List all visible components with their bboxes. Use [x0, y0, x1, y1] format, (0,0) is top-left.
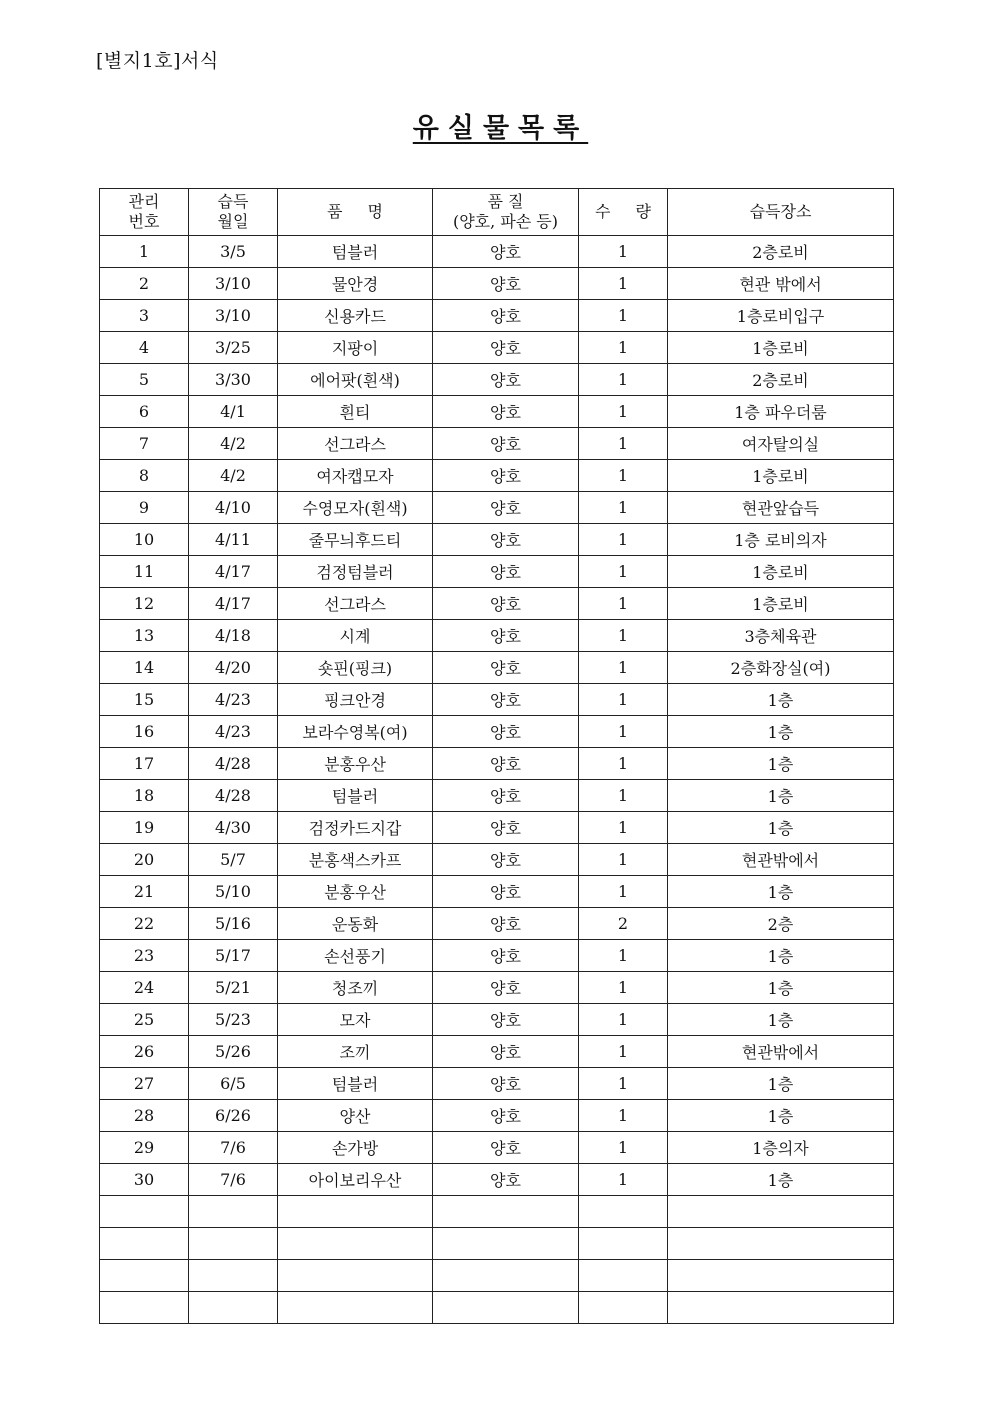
cell-condition: 양호	[433, 1068, 579, 1100]
cell-condition: 양호	[433, 684, 579, 716]
cell-condition: 양호	[433, 588, 579, 620]
table-row	[100, 364, 894, 396]
cell-condition	[433, 1260, 579, 1292]
header-qty	[579, 189, 668, 236]
cell-id: 27	[100, 1068, 189, 1100]
cell-id: 20	[100, 844, 189, 876]
cell-qty: 1	[579, 812, 668, 844]
cell-id: 30	[100, 1164, 189, 1196]
cell-id: 22	[100, 908, 189, 940]
cell-qty: 1	[579, 1004, 668, 1036]
cell-condition: 양호	[433, 236, 579, 268]
cell-qty: 1	[579, 268, 668, 300]
cell-date: 3/10	[189, 300, 278, 332]
cell-place	[668, 1196, 894, 1228]
cell-qty: 1	[579, 428, 668, 460]
cell-id: 15	[100, 684, 189, 716]
cell-condition: 양호	[433, 364, 579, 396]
cell-qty: 1	[579, 1100, 668, 1132]
table-body	[100, 236, 894, 1324]
cell-date: 4/20	[189, 652, 278, 684]
cell-id: 21	[100, 876, 189, 908]
cell-qty: 1	[579, 396, 668, 428]
cell-id: 4	[100, 332, 189, 364]
cell-place: 1층	[668, 940, 894, 972]
cell-date	[189, 1292, 278, 1324]
cell-qty: 1	[579, 524, 668, 556]
cell-date	[189, 1196, 278, 1228]
cell-qty: 1	[579, 972, 668, 1004]
cell-place: 1층로비	[668, 556, 894, 588]
table-row	[100, 428, 894, 460]
header-id-line2: 번호	[128, 212, 160, 231]
cell-date: 4/1	[189, 396, 278, 428]
cell-condition: 양호	[433, 492, 579, 524]
cell-place: 현관앞습득	[668, 492, 894, 524]
table-row	[100, 460, 894, 492]
cell-place: 3층체육관	[668, 620, 894, 652]
cell-id: 23	[100, 940, 189, 972]
cell-place: 1층로비	[668, 460, 894, 492]
table-row	[100, 300, 894, 332]
cell-place: 1층	[668, 1100, 894, 1132]
cell-name: 분홍우산	[278, 876, 433, 908]
table-row	[100, 1260, 894, 1292]
header-qty-text: 수 량	[595, 202, 661, 221]
cell-condition: 양호	[433, 876, 579, 908]
table-row	[100, 780, 894, 812]
cell-date	[189, 1260, 278, 1292]
cell-date: 4/2	[189, 460, 278, 492]
cell-id: 28	[100, 1100, 189, 1132]
cell-condition: 양호	[433, 620, 579, 652]
cell-condition: 양호	[433, 844, 579, 876]
cell-qty: 2	[579, 908, 668, 940]
table-row	[100, 1196, 894, 1228]
cell-date: 3/30	[189, 364, 278, 396]
cell-place: 1층	[668, 812, 894, 844]
cell-name	[278, 1292, 433, 1324]
header-condition-line1: 품 질	[487, 192, 524, 211]
cell-place: 1층	[668, 972, 894, 1004]
cell-condition: 양호	[433, 972, 579, 1004]
cell-qty: 1	[579, 364, 668, 396]
cell-qty: 1	[579, 844, 668, 876]
cell-qty: 1	[579, 492, 668, 524]
cell-name: 모자	[278, 1004, 433, 1036]
header-date-line1: 습득	[217, 192, 249, 211]
cell-qty: 1	[579, 460, 668, 492]
cell-place: 1층	[668, 1068, 894, 1100]
cell-date: 5/16	[189, 908, 278, 940]
cell-qty: 1	[579, 236, 668, 268]
cell-qty: 1	[579, 748, 668, 780]
table-row	[100, 588, 894, 620]
table-row	[100, 1036, 894, 1068]
cell-id	[100, 1228, 189, 1260]
cell-place: 2층화장실(여)	[668, 652, 894, 684]
header-name-text: 품 명	[327, 202, 393, 221]
cell-name: 지팡이	[278, 332, 433, 364]
header-row	[100, 189, 894, 236]
cell-id: 9	[100, 492, 189, 524]
cell-condition: 양호	[433, 940, 579, 972]
cell-date: 4/2	[189, 428, 278, 460]
cell-place: 2층	[668, 908, 894, 940]
cell-qty: 1	[579, 1132, 668, 1164]
table-row	[100, 876, 894, 908]
cell-condition: 양호	[433, 1036, 579, 1068]
cell-condition: 양호	[433, 332, 579, 364]
cell-qty: 1	[579, 1164, 668, 1196]
cell-place: 1층	[668, 876, 894, 908]
table-row	[100, 332, 894, 364]
cell-date: 4/10	[189, 492, 278, 524]
cell-id: 18	[100, 780, 189, 812]
cell-place: 1층	[668, 1164, 894, 1196]
cell-id: 16	[100, 716, 189, 748]
cell-name: 보라수영복(여)	[278, 716, 433, 748]
cell-qty: 1	[579, 556, 668, 588]
cell-place: 2층로비	[668, 236, 894, 268]
cell-qty	[579, 1292, 668, 1324]
cell-name: 손선풍기	[278, 940, 433, 972]
cell-place: 1층 파우더룸	[668, 396, 894, 428]
cell-name: 줄무늬후드티	[278, 524, 433, 556]
cell-date: 4/17	[189, 588, 278, 620]
page-title	[0, 106, 992, 145]
table-header	[100, 189, 894, 236]
cell-date: 4/18	[189, 620, 278, 652]
cell-condition: 양호	[433, 652, 579, 684]
cell-name: 검정카드지갑	[278, 812, 433, 844]
header-date	[189, 189, 278, 236]
cell-condition	[433, 1292, 579, 1324]
cell-date: 5/17	[189, 940, 278, 972]
cell-date: 5/10	[189, 876, 278, 908]
table-row	[100, 524, 894, 556]
cell-id: 10	[100, 524, 189, 556]
cell-place: 1층의자	[668, 1132, 894, 1164]
table-row	[100, 748, 894, 780]
cell-name: 흰티	[278, 396, 433, 428]
cell-name: 손가방	[278, 1132, 433, 1164]
cell-place: 1층	[668, 780, 894, 812]
cell-name: 시계	[278, 620, 433, 652]
table-row	[100, 684, 894, 716]
cell-date: 6/5	[189, 1068, 278, 1100]
cell-date: 7/6	[189, 1132, 278, 1164]
cell-date: 5/7	[189, 844, 278, 876]
cell-condition	[433, 1228, 579, 1260]
cell-condition: 양호	[433, 780, 579, 812]
cell-name: 조끼	[278, 1036, 433, 1068]
table-row	[100, 268, 894, 300]
lost-items-table	[99, 188, 894, 1324]
cell-place: 1층	[668, 748, 894, 780]
cell-name: 선그라스	[278, 428, 433, 460]
cell-id: 6	[100, 396, 189, 428]
cell-name: 검정텀블러	[278, 556, 433, 588]
cell-date: 5/23	[189, 1004, 278, 1036]
cell-condition: 양호	[433, 812, 579, 844]
cell-date: 5/26	[189, 1036, 278, 1068]
table-row	[100, 492, 894, 524]
cell-id: 3	[100, 300, 189, 332]
cell-date: 7/6	[189, 1164, 278, 1196]
cell-place: 1층	[668, 1004, 894, 1036]
cell-qty: 1	[579, 652, 668, 684]
cell-condition: 양호	[433, 1100, 579, 1132]
cell-condition: 양호	[433, 716, 579, 748]
cell-place: 2층로비	[668, 364, 894, 396]
cell-name: 여자캡모자	[278, 460, 433, 492]
cell-id: 26	[100, 1036, 189, 1068]
cell-date: 4/28	[189, 748, 278, 780]
table-row	[100, 1100, 894, 1132]
table-row	[100, 1292, 894, 1324]
cell-id: 25	[100, 1004, 189, 1036]
table-row	[100, 1132, 894, 1164]
table-row	[100, 972, 894, 1004]
cell-name: 분홍색스카프	[278, 844, 433, 876]
cell-place: 1층 로비의자	[668, 524, 894, 556]
cell-name	[278, 1228, 433, 1260]
header-name	[278, 189, 433, 236]
cell-id: 1	[100, 236, 189, 268]
cell-place: 1층로비	[668, 588, 894, 620]
table-row	[100, 1228, 894, 1260]
cell-condition: 양호	[433, 428, 579, 460]
cell-name	[278, 1196, 433, 1228]
cell-place: 1층	[668, 684, 894, 716]
cell-qty	[579, 1196, 668, 1228]
cell-id: 11	[100, 556, 189, 588]
cell-qty: 1	[579, 620, 668, 652]
cell-qty	[579, 1260, 668, 1292]
cell-name: 숏핀(핑크)	[278, 652, 433, 684]
table-row	[100, 236, 894, 268]
cell-name: 신용카드	[278, 300, 433, 332]
cell-condition: 양호	[433, 556, 579, 588]
cell-date: 3/5	[189, 236, 278, 268]
cell-qty: 1	[579, 1068, 668, 1100]
header-date-line2: 월일	[217, 212, 249, 231]
cell-date: 6/26	[189, 1100, 278, 1132]
cell-date: 4/30	[189, 812, 278, 844]
cell-qty: 1	[579, 716, 668, 748]
cell-place	[668, 1228, 894, 1260]
cell-id: 13	[100, 620, 189, 652]
header-place	[668, 189, 894, 236]
cell-date: 4/23	[189, 716, 278, 748]
cell-name: 아이보리우산	[278, 1164, 433, 1196]
cell-name	[278, 1260, 433, 1292]
cell-id: 2	[100, 268, 189, 300]
header-id-line1: 관리	[128, 192, 160, 211]
cell-qty: 1	[579, 332, 668, 364]
cell-qty: 1	[579, 1036, 668, 1068]
cell-date: 3/10	[189, 268, 278, 300]
cell-id	[100, 1196, 189, 1228]
table-row	[100, 396, 894, 428]
table-row	[100, 908, 894, 940]
table-row	[100, 844, 894, 876]
cell-place: 1층로비	[668, 332, 894, 364]
table-row	[100, 1004, 894, 1036]
cell-name: 텀블러	[278, 780, 433, 812]
cell-condition: 양호	[433, 524, 579, 556]
cell-name: 선그라스	[278, 588, 433, 620]
cell-date: 5/21	[189, 972, 278, 1004]
cell-date: 4/11	[189, 524, 278, 556]
cell-id: 14	[100, 652, 189, 684]
cell-id: 29	[100, 1132, 189, 1164]
cell-condition: 양호	[433, 1132, 579, 1164]
cell-name: 물안경	[278, 268, 433, 300]
header-condition-line2: (양호, 파손 등)	[452, 212, 559, 231]
cell-qty: 1	[579, 876, 668, 908]
table-row	[100, 620, 894, 652]
cell-id: 19	[100, 812, 189, 844]
cell-id	[100, 1260, 189, 1292]
header-condition	[433, 189, 579, 236]
cell-id: 5	[100, 364, 189, 396]
cell-qty: 1	[579, 780, 668, 812]
cell-place	[668, 1292, 894, 1324]
cell-place: 현관밖에서	[668, 844, 894, 876]
cell-name: 에어팟(흰색)	[278, 364, 433, 396]
cell-place: 현관 밖에서	[668, 268, 894, 300]
cell-name: 수영모자(흰색)	[278, 492, 433, 524]
cell-name: 텀블러	[278, 1068, 433, 1100]
cell-id	[100, 1292, 189, 1324]
table-row	[100, 1068, 894, 1100]
cell-condition: 양호	[433, 268, 579, 300]
cell-date: 4/23	[189, 684, 278, 716]
cell-id: 24	[100, 972, 189, 1004]
cell-condition: 양호	[433, 396, 579, 428]
cell-place	[668, 1260, 894, 1292]
cell-place: 1층	[668, 716, 894, 748]
cell-name: 청조끼	[278, 972, 433, 1004]
cell-condition: 양호	[433, 460, 579, 492]
cell-date: 4/28	[189, 780, 278, 812]
table-row	[100, 812, 894, 844]
cell-date: 4/17	[189, 556, 278, 588]
cell-date	[189, 1228, 278, 1260]
cell-id: 7	[100, 428, 189, 460]
cell-name: 양산	[278, 1100, 433, 1132]
cell-qty: 1	[579, 300, 668, 332]
cell-name: 텀블러	[278, 236, 433, 268]
table-row	[100, 556, 894, 588]
cell-date: 3/25	[189, 332, 278, 364]
cell-qty: 1	[579, 684, 668, 716]
cell-id: 8	[100, 460, 189, 492]
cell-name: 운동화	[278, 908, 433, 940]
cell-condition	[433, 1196, 579, 1228]
cell-id: 12	[100, 588, 189, 620]
table-row	[100, 1164, 894, 1196]
table-row	[100, 716, 894, 748]
cell-condition: 양호	[433, 748, 579, 780]
cell-place: 여자탈의실	[668, 428, 894, 460]
page-title-text: 유실물목록	[412, 113, 589, 144]
cell-qty	[579, 1228, 668, 1260]
table-row	[100, 652, 894, 684]
cell-qty: 1	[579, 940, 668, 972]
cell-id: 17	[100, 748, 189, 780]
cell-name: 핑크안경	[278, 684, 433, 716]
cell-condition: 양호	[433, 1164, 579, 1196]
cell-place: 현관밖에서	[668, 1036, 894, 1068]
cell-name: 분홍우산	[278, 748, 433, 780]
table-row	[100, 940, 894, 972]
cell-condition: 양호	[433, 1004, 579, 1036]
header-id	[100, 189, 189, 236]
header-place-text: 습득장소	[749, 202, 812, 221]
cell-place: 1층로비입구	[668, 300, 894, 332]
cell-condition: 양호	[433, 908, 579, 940]
cell-condition: 양호	[433, 300, 579, 332]
form-label: [별지1호]서식	[96, 50, 219, 72]
cell-qty: 1	[579, 588, 668, 620]
